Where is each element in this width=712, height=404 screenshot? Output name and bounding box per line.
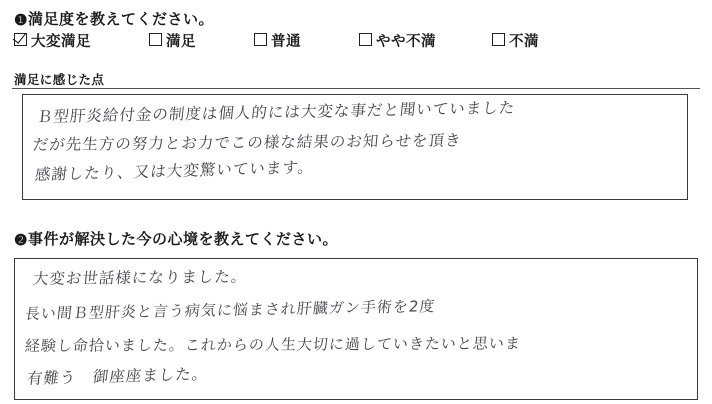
question-1-number: ❶: [14, 12, 28, 29]
choice-label: 大変満足: [31, 34, 91, 50]
handwriting-line: 経験し命拾いました。これからの人生大切に過していきたいと思いま: [24, 334, 522, 356]
choice-somewhat-dissatisfied[interactable]: [359, 30, 436, 51]
checkbox-checked-icon[interactable]: [14, 33, 27, 46]
handwriting-line: 大変お世話様になりました。: [32, 267, 249, 289]
handwriting-line: 有難う 御座座ました。: [25, 364, 210, 389]
question-1-title: [14, 8, 214, 29]
choice-very-satisfied[interactable]: [14, 30, 91, 51]
handwritten-answer-2: [15, 259, 697, 399]
section-divider: [12, 88, 700, 89]
question-2-title: [14, 228, 338, 249]
handwritten-answer-1: [23, 95, 687, 199]
choice-label: 満足: [166, 34, 196, 50]
handwriting-line: Ｂ型肝炎給付金の制度は個人的には大変な事だと聞いていました: [35, 98, 517, 127]
checkbox-icon[interactable]: [149, 33, 162, 46]
question-1-text: 満足度を教えてください。: [27, 11, 214, 28]
choice-dissatisfied[interactable]: [492, 30, 539, 51]
satisfaction-choice-row: [14, 30, 698, 52]
question-2-number: ❷: [14, 232, 28, 249]
choice-label: やや不満: [376, 34, 436, 50]
choice-neutral[interactable]: [254, 30, 301, 51]
choice-label: 普通: [271, 34, 301, 50]
answer-box-question-1[interactable]: [22, 94, 688, 200]
question-2-text: 事件が解決した今の心境を教えてください。: [27, 231, 338, 248]
section-label-satisfaction-points: 満足に感じた点: [14, 73, 105, 87]
choice-satisfied[interactable]: [149, 30, 196, 51]
checkbox-icon[interactable]: [492, 33, 505, 46]
checkbox-icon[interactable]: [254, 33, 267, 46]
handwriting-line: だが先生方の努力とお力でこの様な結果のお知らせを頂き: [32, 131, 463, 155]
checkbox-icon[interactable]: [359, 33, 372, 46]
handwriting-line: 長い間Ｂ型肝炎と言う病気に悩まされ肝臓ガン手術を2度: [24, 297, 437, 324]
choice-label: 不満: [509, 34, 539, 50]
handwriting-line: 感謝したり、又は大変驚いています。: [33, 158, 316, 185]
answer-box-question-2[interactable]: [14, 258, 698, 400]
